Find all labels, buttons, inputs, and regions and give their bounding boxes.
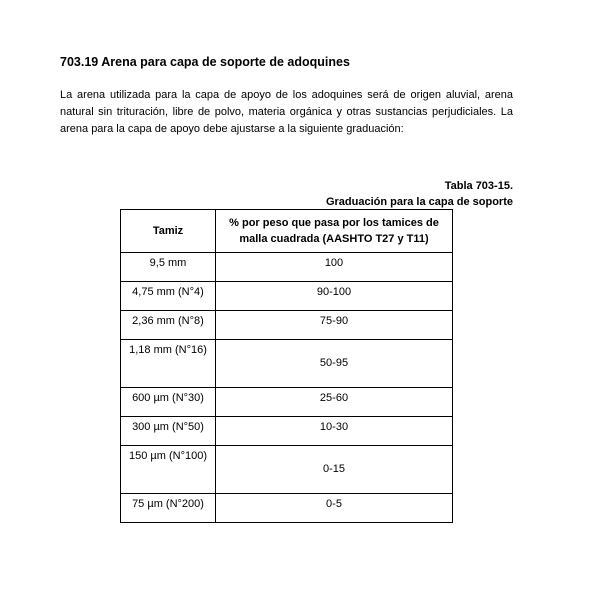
value-cell: 25-60 [216, 388, 453, 417]
value-cell: 50-95 [216, 340, 453, 388]
sieve-cell: 75 µm (N°200) [121, 494, 216, 523]
sieve-cell: 600 µm (N°30) [121, 388, 216, 417]
value-cell: 100 [216, 253, 453, 282]
table-row [121, 446, 453, 494]
sieve-cell: 2,36 mm (N°8) [121, 311, 216, 340]
section-title: 703.19 Arena para capa de soporte de adoquines [60, 55, 350, 69]
sieve-cell: 9,5 mm [121, 253, 216, 282]
table-row [121, 417, 453, 446]
table-row [121, 311, 453, 340]
table-caption [326, 178, 513, 210]
header-percent: % por peso que pasa por los tamices de malla cuadrada (AASHTO T27 y T11) [216, 210, 453, 253]
table-row [121, 494, 453, 523]
header-sieve: Tamiz [121, 210, 216, 253]
value-cell: 0-15 [216, 446, 453, 494]
table-row [121, 282, 453, 311]
intro-paragraph: La arena utilizada para la capa de apoyo de los adoquines será de origen aluvial, arena natural sin trituración, libre de polvo, materia orgánica y otras sustancias perjudiciales. La arena para la capa de apoyo debe ajustarse a la siguiente graduación: [60, 89, 513, 135]
sieve-cell: 1,18 mm (N°16) [121, 340, 216, 388]
value-cell: 0-5 [216, 494, 453, 523]
table-row [121, 253, 453, 282]
table-row [121, 340, 453, 388]
gradation-table [120, 209, 453, 523]
table-row [121, 388, 453, 417]
value-cell: 10-30 [216, 417, 453, 446]
table-number: Tabla 703-15. [444, 180, 513, 192]
value-cell: 90-100 [216, 282, 453, 311]
sieve-cell: 150 µm (N°100) [121, 446, 216, 494]
sieve-cell: 300 µm (N°50) [121, 417, 216, 446]
table-title: Graduación para la capa de soporte [325, 196, 513, 208]
table-header-row [121, 210, 453, 253]
sieve-cell: 4,75 mm (N°4) [121, 282, 216, 311]
value-cell: 75-90 [216, 311, 453, 340]
